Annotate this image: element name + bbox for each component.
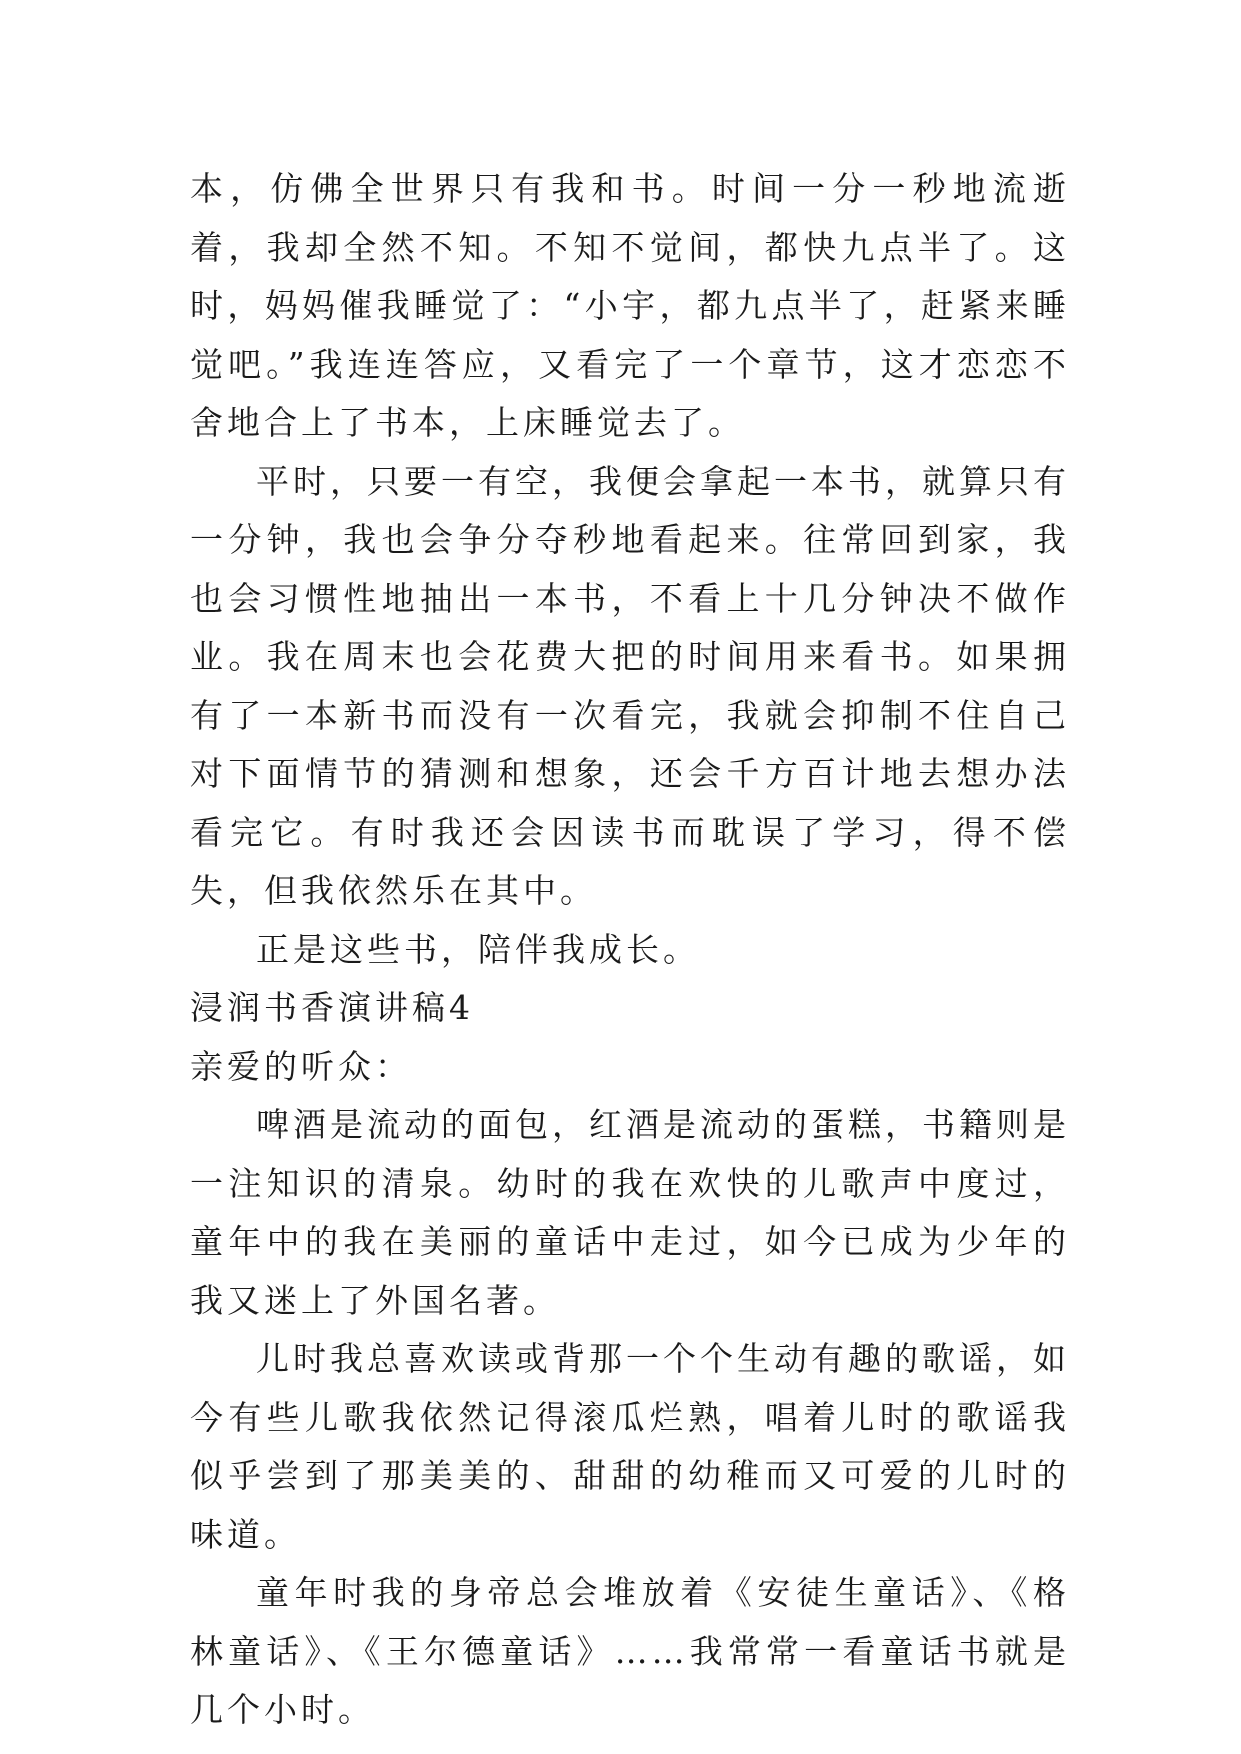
paragraph-conclusion: 正是这些书，陪伴我成长。 bbox=[256, 929, 700, 969]
paragraph-intro: 啤酒是流动的面包，红酒是流动的蛋糕，书籍则是一注知识的清泉。幼时的我在欢快的儿歌声中度过，童年中的我在美丽的童话中走过，如今已成为少年的我又迷上了外国名著。 bbox=[190, 1105, 1070, 1320]
paragraph-childhood-songs: 儿时我总喜欢读或背那一个个生动有趣的歌谣，如今有些儿歌我依然记得滚瓜烂熟，唱着儿时的歌谣我似乎尝到了那美美的、甜甜的幼稚而又可爱的儿时的味道。 bbox=[190, 1339, 1070, 1554]
document-body bbox=[190, 160, 1070, 1740]
paragraph-fairy-tales: 童年时我的身帝总会堆放着《安徒生童话》、《格林童话》、《王尔德童话》……我常常一看童话书就是几个小时。 bbox=[190, 1573, 1070, 1729]
paragraph-reading-habit: 平时，只要一有空，我便会拿起一本书，就算只有一分钟，我也会争分夺秒地看起来。往常回到家，我也会习惯性地抽出一本书，不看上十几分钟决不做作业。我在周末也会花费大把的时间用来看书。如果拥有了一本新书而没有一次看完，我就会抑制不住自己对下面情节的猜测和想象，还会千方百计地去想办法看完它。有时我还会因读书而耽误了学习，得不偿失，但我依然乐在其中。 bbox=[190, 461, 1070, 910]
salutation: 亲爱的听众： bbox=[190, 1046, 412, 1086]
section-title: 浸润书香演讲稿4 bbox=[190, 988, 474, 1027]
paragraph-continued: 本，仿佛全世界只有我和书。时间一分一秒地流逝着，我却全然不知。不知不觉间，都快九点半了。这时，妈妈催我睡觉了：“小宇，都九点半了，赶紧来睡觉吧。”我连连答应，又看完了一个章节，这才恋恋不舍地合上了书本，上床睡觉去了。 bbox=[190, 169, 1070, 442]
